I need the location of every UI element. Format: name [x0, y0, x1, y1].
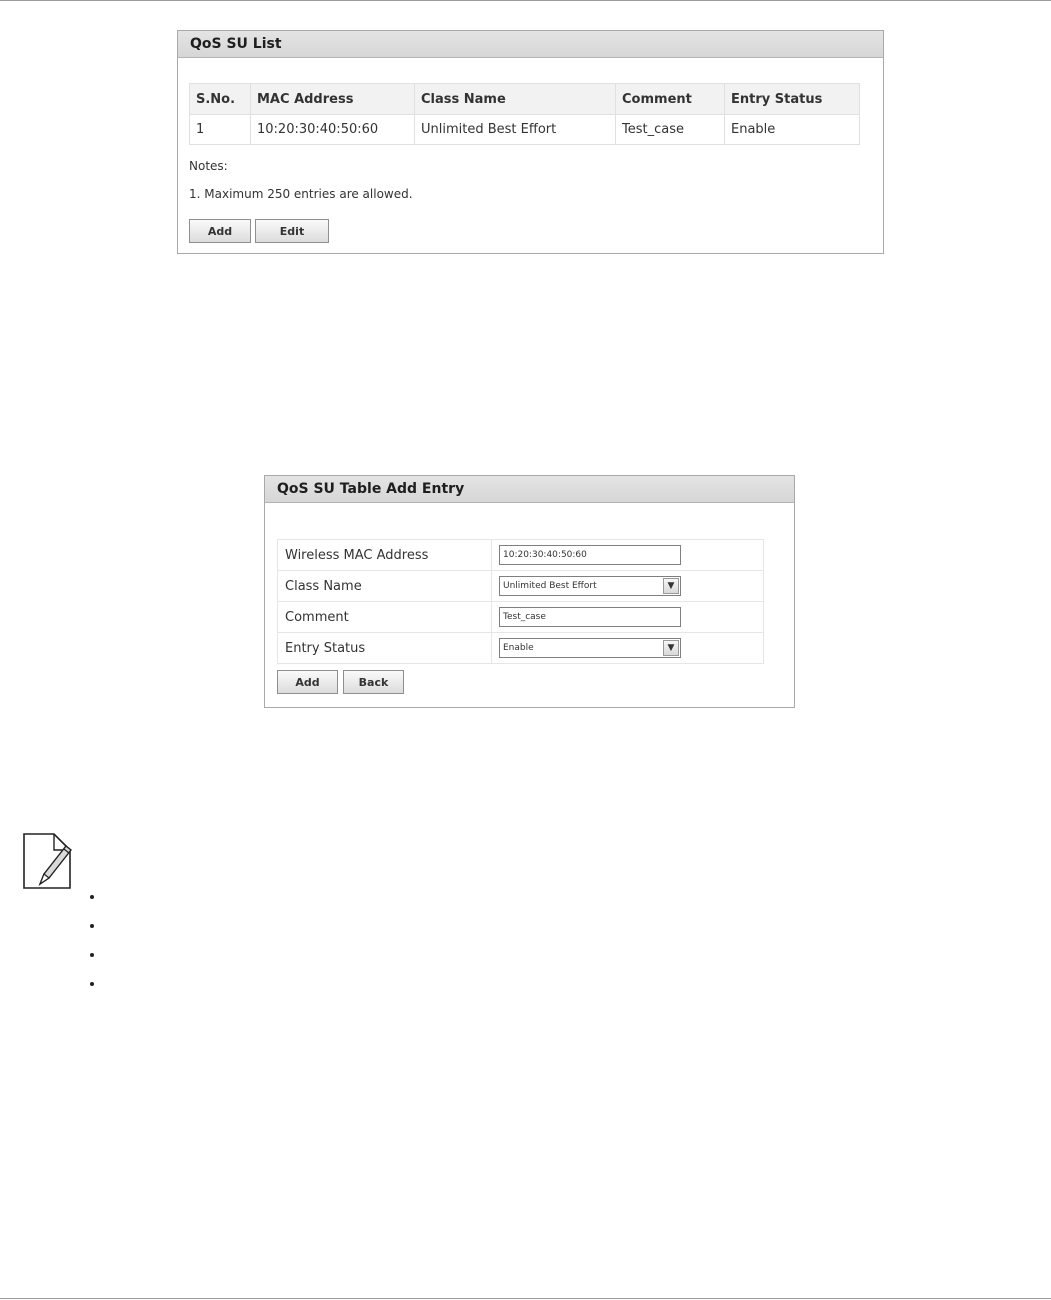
notes-label: Notes: [189, 159, 228, 173]
cell-mac: 10:20:30:40:50:60 [251, 115, 415, 145]
note-max-entries: 1. Maximum 250 entries are allowed. [189, 187, 413, 201]
add-entry-button[interactable]: Add [277, 670, 338, 694]
form-row-mac [278, 540, 764, 571]
column-header-mac: MAC Address [251, 84, 415, 115]
qos-su-add-entry-panel [264, 475, 795, 708]
top-rule [0, 0, 1051, 1]
entry-status-cell [492, 633, 764, 664]
form-row-status [278, 633, 764, 664]
column-header-entry-status: Entry Status [725, 84, 860, 115]
edit-button[interactable]: Edit [255, 219, 329, 243]
qos-su-list-table [189, 83, 860, 145]
column-header-sno: S.No. [190, 84, 251, 115]
comment-input[interactable]: Test_case [499, 607, 681, 627]
entry-status-label: Entry Status [278, 633, 492, 664]
chevron-down-icon[interactable]: ▼ [663, 578, 679, 594]
column-header-class-name: Class Name [415, 84, 616, 115]
cell-entry-status: Enable [725, 115, 860, 145]
class-name-selected-value: Unlimited Best Effort [503, 581, 597, 591]
column-header-comment: Comment [616, 84, 725, 115]
chevron-down-icon[interactable]: ▼ [663, 640, 679, 656]
cell-comment: Test_case [616, 115, 725, 145]
add-entry-form [277, 539, 764, 664]
cell-class-name: Unlimited Best Effort [415, 115, 616, 145]
qos-su-add-entry-title: QoS SU Table Add Entry [265, 476, 794, 503]
back-button[interactable]: Back [343, 670, 404, 694]
wireless-mac-cell [492, 540, 764, 571]
comment-cell [492, 602, 764, 633]
add-button[interactable]: Add [189, 219, 251, 243]
comment-label: Comment [278, 602, 492, 633]
entry-status-select[interactable] [499, 638, 681, 658]
table-header-row [190, 84, 860, 115]
wireless-mac-input[interactable]: 10:20:30:40:50:60 [499, 545, 681, 565]
wireless-mac-label: Wireless MAC Address [278, 540, 492, 571]
qos-su-list-title: QoS SU List [178, 31, 883, 58]
table-row[interactable] [190, 115, 860, 145]
pencil-note-icon [22, 832, 72, 890]
cell-sno: 1 [190, 115, 251, 145]
form-row-comment [278, 602, 764, 633]
class-name-select[interactable] [499, 576, 681, 596]
bottom-rule [0, 1298, 1051, 1299]
qos-su-list-panel [177, 30, 884, 254]
class-name-cell [492, 571, 764, 602]
class-name-label: Class Name [278, 571, 492, 602]
form-row-class [278, 571, 764, 602]
entry-status-selected-value: Enable [503, 643, 534, 653]
